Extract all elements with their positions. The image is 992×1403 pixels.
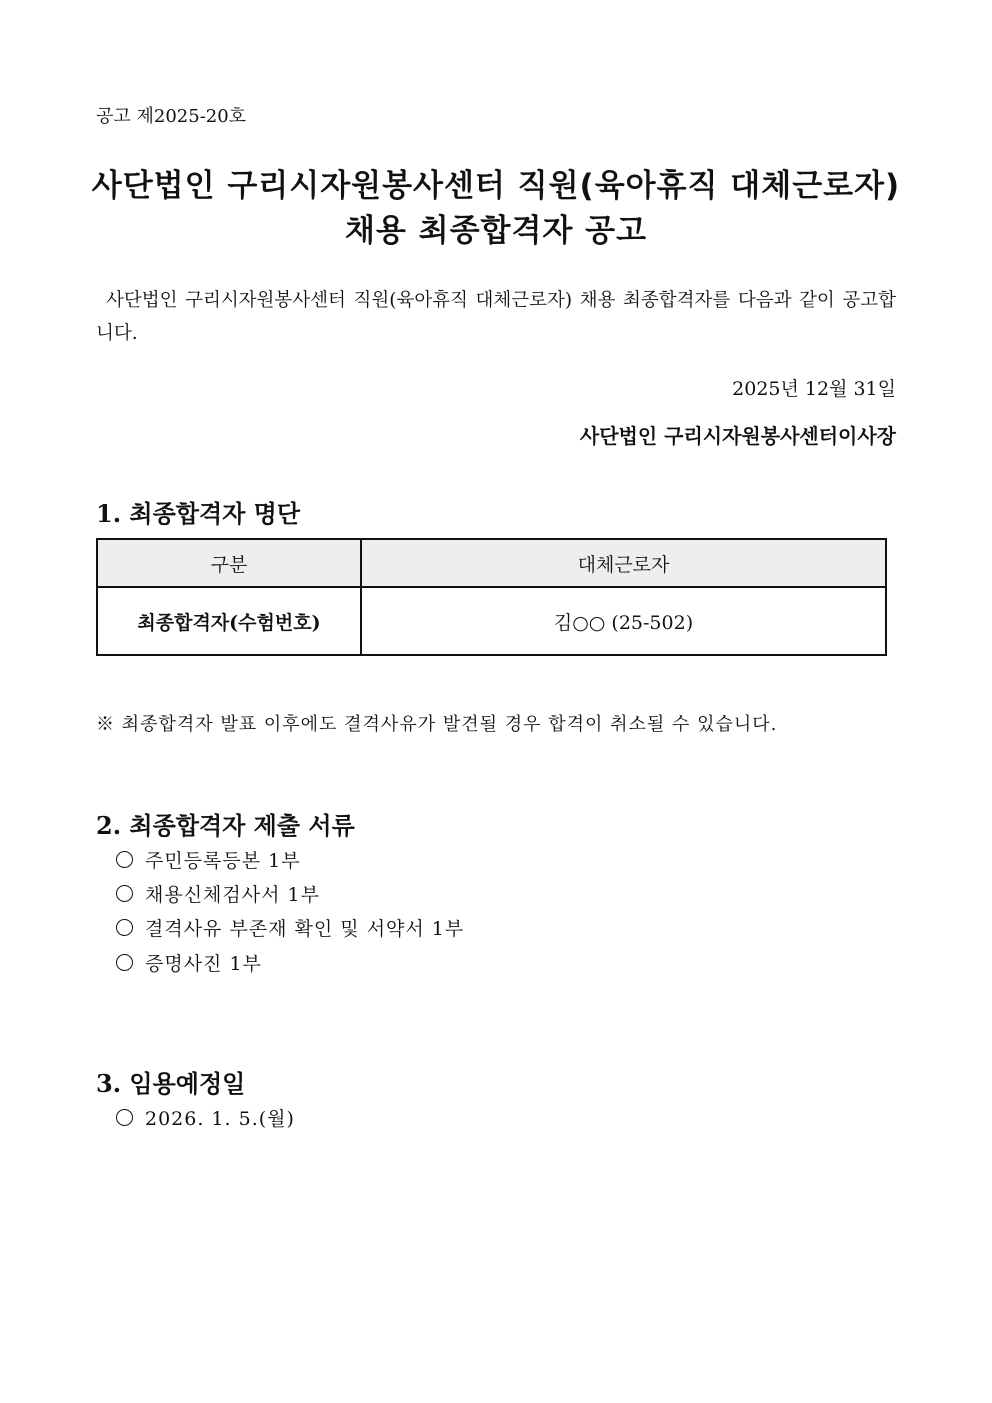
announcement-date: 2025년 12월 31일 [732,378,896,400]
document-title-line-2: 채용 최종합격자 공고 [344,213,648,249]
table-row-label: 최종합격자(수험번호) [97,587,361,655]
circle-bullet-icon [116,954,133,971]
final-candidates-table [96,538,887,656]
list-item: 증명사진 1부 [116,949,262,976]
cancellation-note: ※ 최종합격자 발표 이후에도 결격사유가 발견될 경우 합격이 취소될 수 있습니다. [96,714,778,735]
notice-number: 공고 제2025-20호 [96,106,247,127]
table-row-value: 김○○ (25-502) [361,587,886,655]
circle-bullet-icon [116,919,133,936]
table-header-row [97,539,886,587]
table-header-category: 구분 [97,539,361,587]
signer: 사단법인 구리시자원봉사센터이사장 [579,424,896,448]
table-row [97,587,886,655]
section-2-heading: 2. 최종합격자 제출 서류 [96,811,355,840]
section-1-heading: 1. 최종합격자 명단 [96,499,301,528]
section-3-heading: 3. 임용예정일 [96,1069,246,1098]
circle-bullet-icon [116,885,133,902]
document-title-line-1: 사단법인 구리시자원봉사센터 직원(육아휴직 대체근로자) [91,168,901,204]
intro-paragraph: 사단법인 구리시자원봉사센터 직원(육아휴직 대체근로자) 채용 최종합격자를 다음과 같이 공고합니다. [96,290,896,344]
circle-bullet-icon [116,851,133,868]
list-item: 주민등록등본 1부 [116,846,301,873]
list-item: 결격사유 부존재 확인 및 서약서 1부 [116,914,464,941]
list-item: 채용신체검사서 1부 [116,880,320,907]
circle-bullet-icon [116,1109,133,1126]
table-header-substitute: 대체근로자 [361,539,886,587]
list-item: 2026. 1. 5.(월) [116,1104,295,1131]
